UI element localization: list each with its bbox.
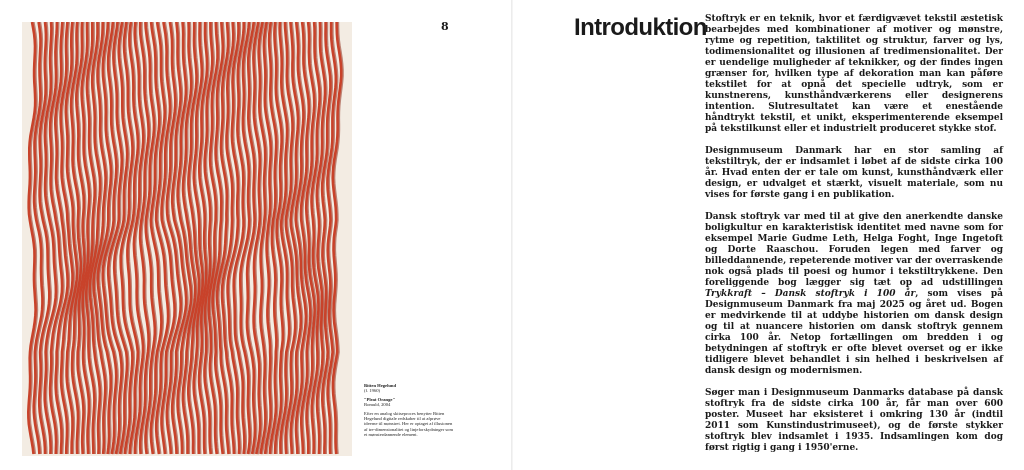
paragraph: Søger man i Designmuseum Danmarks database på dansk stoftryk fra de sidste cirka 100 år, får man over 600 poster. Museet har eksisteret i omkring 130 år (indtil 2011 som Kunstindustrimuseet), og de første stykker stoftryk blev indsamlet i 1935. Indsamlingen kom dog først rigtig i gang i 1950'erne. [705,388,1003,453]
textile-artwork-image [22,22,352,456]
paragraph-text: , som vises på Designmuseum Danmark fra maj 2025 og året ud. Bogen er medvirkende til at uddybe historien om dansk design og til at nuancere historien om dansk stoftryk gennem cirka 100 år. Netop fortællingen om bredden i og betydningen af stoftryk er ofte blevet overset og er ikke tidligere blevet behandlet i sin helhed i beskrivelsen af dansk design og modernismen. [705,289,1003,376]
caption-artist-years: (f. 1960) [364,388,381,394]
exhibition-title: Trykkraft – Dansk stoftryk i 100 år [705,289,916,299]
artwork-caption [364,383,454,438]
paragraph-text: Dansk stoftryk var med til at give den anerkendte danske boligkultur en karakteristisk identitet med navne som for eksempel Marie Gudme Leth, Helga Foght, Inge Ingetoft og Dorte Raaschou. Foruden legen med farver og billeddannende, repeterende motiver var der overraskende nok også plads til poesi og humor i tekstiltrykkene. Den foreliggende bog lægger sig tæt op ad udstillingen [705,212,1003,288]
book-gutter [511,0,513,470]
pleat-orange-pattern [22,22,352,456]
chapter-heading: Introduktion [574,14,707,41]
page-number: 8 [441,20,449,33]
paragraph: Stoftryk er en teknik, hvor et færdigvævet tekstil æstetisk bearbejdes med kombinationer af motiver og mønstre, rytme og repetition, taktilitet og struktur, farver og lys, todimensionalitet og illusionen af tredimensionalitet. Der er uendelige muligheder af teknikker, og der findes ingen grænser for, hvilken type af dekoration man kan påføre tekstilet for at opnå det specielle udtryk, som er kunstnerens, kunsthåndværkerens eller designerens intention. Slutresultatet kan være et enestående håndtrykt tekstil, et unikt, eksperimenterende eksempel på tekstilkunst eller et industrielt produceret stykke stof. [705,14,1003,134]
body-text [705,14,1003,465]
paragraph: Designmuseum Danmark har en stor samling af tekstiltryk, der er indsamlet i løbet af de sidste cirka 100 år. Hvad enten der er tale om kunst, kunsthåndværk eller design, er udvalget et stærkt, visuelt materiale, som nu vises for første gang i en publikation. [705,146,1003,200]
paragraph [705,212,1003,377]
caption-artist: Bitten Hegelund [364,383,397,388]
caption-work-meta: Bomuld, 2004 [364,402,391,408]
caption-description: Efter en analog skitseproces benytter Bitten Hegelund digitale redskaber til at afprøve ideerne til mønstret. Her er optaget af illusionen af tre-dimensionalitet og linjeforskydninger som et mønsterdannende element. [364,410,454,438]
caption-work-title: "Pleat Orange" [364,396,395,402]
